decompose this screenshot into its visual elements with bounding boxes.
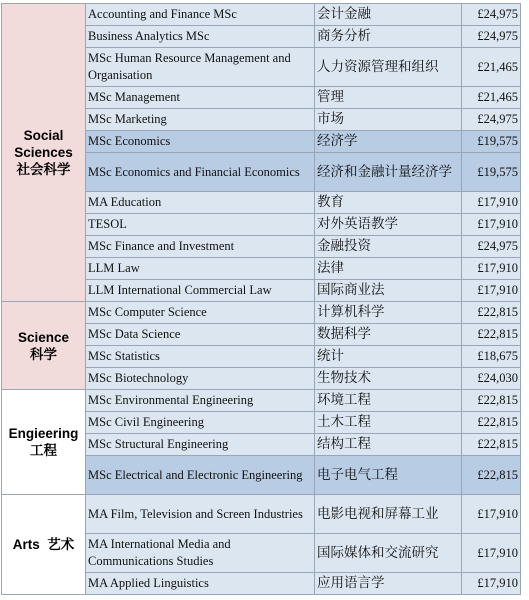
program-fee: £22,815 (462, 412, 521, 434)
category-label-cn: 艺术 (47, 537, 75, 552)
program-name-cn: 计算机科学 (315, 302, 462, 324)
category-label-en: Science (17, 329, 70, 345)
category-label-en: Arts (12, 537, 40, 552)
program-name: MSc Civil Engineering (86, 412, 315, 434)
category-label-en: Engieering (8, 426, 79, 441)
category-cell-science (2, 302, 86, 390)
program-fee: £18,675 (462, 346, 521, 368)
program-name: MSc Biotechnology (86, 368, 315, 390)
program-name: MSc Structural Engineering (86, 434, 315, 456)
program-name-cn: 经济和金融计量经济学 (315, 153, 462, 192)
program-fee: £21,465 (462, 48, 521, 87)
program-fee: £24,030 (462, 368, 521, 390)
program-name-cn: 国际商业法 (315, 280, 462, 302)
program-name: MSc Marketing (86, 109, 315, 131)
program-fee: £24,975 (462, 4, 521, 26)
program-name-cn: 商务分析 (315, 26, 462, 48)
program-fee: £24,975 (462, 26, 521, 48)
category-cell-social-sciences (2, 4, 86, 302)
program-name-cn: 管理 (315, 87, 462, 109)
program-name: MSc Economics and Financial Economics (86, 153, 315, 192)
program-name: LLM Law (86, 258, 315, 280)
program-name: MSc Statistics (86, 346, 315, 368)
program-fee: £17,910 (462, 573, 521, 595)
program-name: LLM International Commercial Law (86, 280, 315, 302)
program-name-cn: 教育 (315, 192, 462, 214)
program-name-cn: 国际媒体和交流研究 (315, 534, 462, 573)
program-fee: £24,975 (462, 109, 521, 131)
program-name: MSc Human Resource Management and Organisation (86, 48, 315, 87)
program-name-cn: 人力资源管理和组织 (315, 48, 462, 87)
program-name: MSc Data Science (86, 324, 315, 346)
program-name-cn: 经济学 (315, 131, 462, 153)
program-name-cn: 电子电气工程 (315, 456, 462, 495)
program-name-cn: 法律 (315, 258, 462, 280)
program-name-cn: 应用语言学 (315, 573, 462, 595)
program-fee: £22,815 (462, 324, 521, 346)
program-name: MA International Media and Communications Studies (86, 534, 315, 573)
program-fee: £17,910 (462, 214, 521, 236)
table-row (2, 4, 521, 26)
program-fee: £24,975 (462, 236, 521, 258)
program-name: TESOL (86, 214, 315, 236)
table-row (2, 495, 521, 534)
program-name: MSc Management (86, 87, 315, 109)
program-fee: £17,910 (462, 495, 521, 534)
category-label-en: Social Sciences (14, 128, 73, 160)
table-row (2, 390, 521, 412)
program-name-cn: 电影电视和屏幕工业 (315, 495, 462, 534)
program-fee: £17,910 (462, 534, 521, 573)
program-name-cn: 统计 (315, 346, 462, 368)
program-name: Business Analytics MSc (86, 26, 315, 48)
program-name-cn: 金融投资 (315, 236, 462, 258)
program-name-cn: 土木工程 (315, 412, 462, 434)
category-cell-engineering (2, 390, 86, 495)
program-name: MA Education (86, 192, 315, 214)
program-name: MSc Economics (86, 131, 315, 153)
program-name-cn: 会计金融 (315, 4, 462, 26)
category-label-cn: 社会科学 (16, 162, 71, 177)
tuition-fee-table (1, 3, 521, 595)
program-name: MA Applied Linguistics (86, 573, 315, 595)
program-name-cn: 市场 (315, 109, 462, 131)
program-name: MSc Environmental Engineering (86, 390, 315, 412)
category-label-cn: 科学 (30, 346, 57, 362)
program-fee: £22,815 (462, 390, 521, 412)
program-fee: £17,910 (462, 258, 521, 280)
table-row (2, 302, 521, 324)
program-fee: £19,575 (462, 153, 521, 192)
program-fee: £22,815 (462, 302, 521, 324)
program-name: MSc Electrical and Electronic Engineering (86, 456, 315, 495)
program-fee: £17,910 (462, 280, 521, 302)
category-label-cn: 工程 (30, 443, 57, 458)
program-name-cn: 对外英语教学 (315, 214, 462, 236)
program-name: MSc Finance and Investment (86, 236, 315, 258)
program-fee: £17,910 (462, 192, 521, 214)
program-name-cn: 环境工程 (315, 390, 462, 412)
program-fee: £19,575 (462, 131, 521, 153)
program-name-cn: 数据科学 (315, 324, 462, 346)
program-name: MA Film, Television and Screen Industries (86, 495, 315, 534)
program-fee: £22,815 (462, 456, 521, 495)
program-name: MSc Computer Science (86, 302, 315, 324)
program-name-cn: 结构工程 (315, 434, 462, 456)
category-cell-arts (2, 495, 86, 595)
program-fee: £21,465 (462, 87, 521, 109)
program-name: Accounting and Finance MSc (86, 4, 315, 26)
program-name-cn: 生物技术 (315, 368, 462, 390)
program-fee: £22,815 (462, 434, 521, 456)
